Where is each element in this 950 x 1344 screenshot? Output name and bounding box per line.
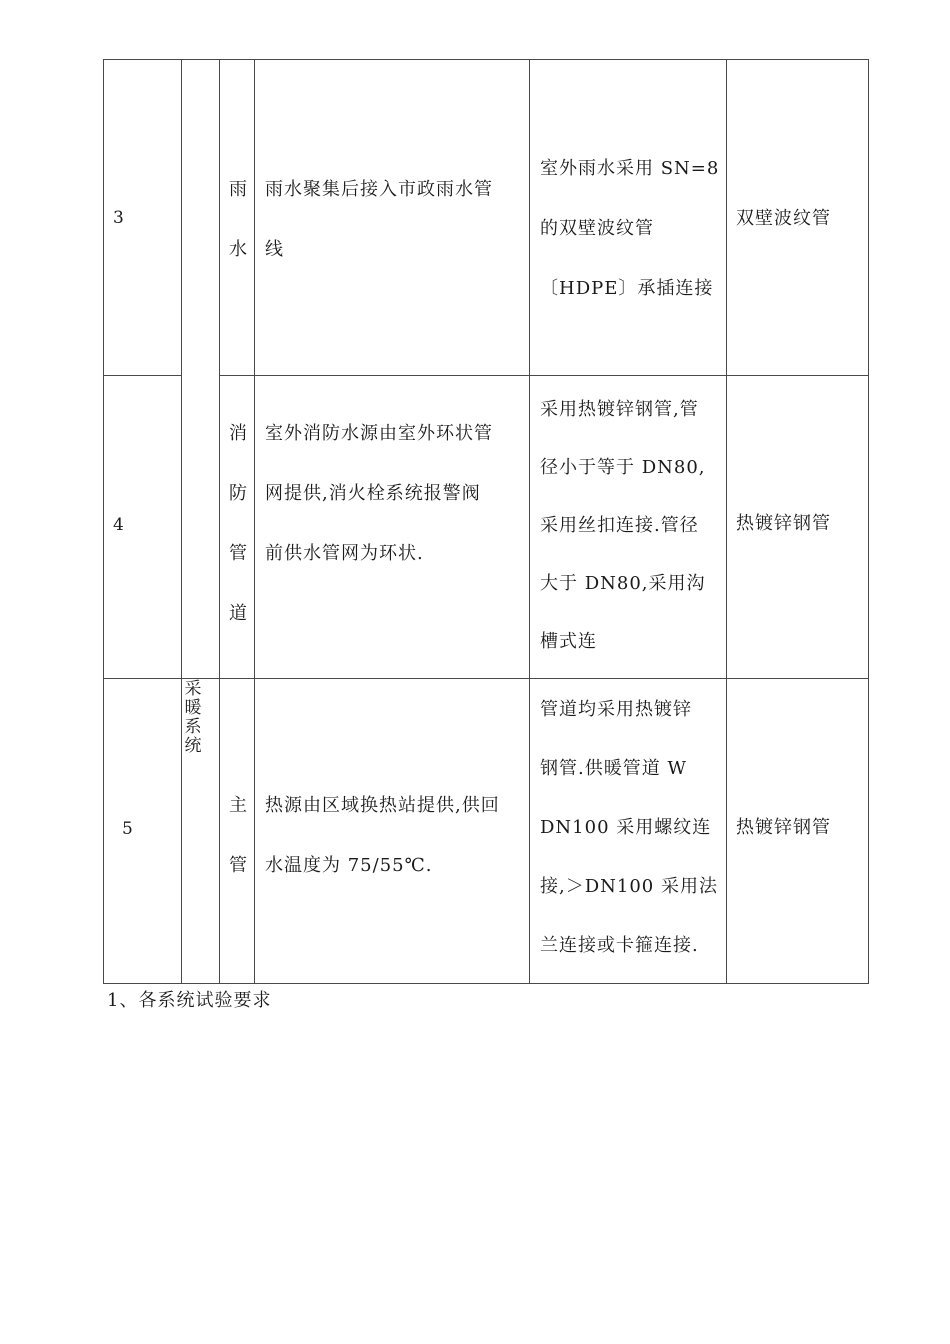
- method-cell: 室外雨水采用 SN=8 的双壁波纹管 〔HDPE〕承插连接: [540, 158, 720, 299]
- table-border-top: [103, 59, 869, 60]
- column-divider: [529, 59, 530, 984]
- column-divider: [219, 59, 220, 984]
- method-cell: 管道均采用热镀锌 钢管.供暖管道 W DN100 采用螺纹连 接,＞DN100 采用法 兰连接或卡箍连接.: [540, 699, 718, 956]
- item-name: 消 防 管 道: [229, 423, 247, 624]
- column-divider: [726, 59, 727, 984]
- row-divider: [103, 678, 869, 679]
- description-cell: 室外消防水源由室外环状管 网提供,消火栓系统报警阀 前供水管网为环状.: [265, 423, 493, 564]
- row-divider: [219, 375, 869, 376]
- item-name: 主 管: [229, 795, 247, 876]
- row-number: 5: [122, 819, 133, 839]
- row-number: 3: [113, 208, 124, 228]
- table-border-bottom: [103, 983, 869, 984]
- material-cell: 双壁波纹管: [736, 208, 831, 229]
- column-divider: [254, 59, 255, 984]
- description-cell: 热源由区域换热站提供,供回 水温度为 75/55℃.: [265, 795, 500, 876]
- material-cell: 热镀锌钢管: [736, 817, 831, 838]
- row-number: 4: [113, 515, 124, 535]
- system-name: 采 暖 系 统: [184, 679, 202, 756]
- description-cell: 雨水聚集后接入市政雨水管 线: [265, 179, 493, 260]
- table-border-right: [868, 59, 869, 984]
- section-heading: 1、各系统试验要求: [107, 990, 272, 1011]
- column-divider: [181, 59, 182, 984]
- item-name: 雨 水: [229, 179, 247, 260]
- row-divider: [103, 375, 181, 376]
- material-cell: 热镀锌钢管: [736, 513, 831, 534]
- table-border-left: [103, 59, 104, 984]
- method-cell: 采用热镀锌钢管,管 径小于等于 DN80, 采用丝扣连接.管径 大于 DN80,采用沟 槽式连: [540, 399, 706, 652]
